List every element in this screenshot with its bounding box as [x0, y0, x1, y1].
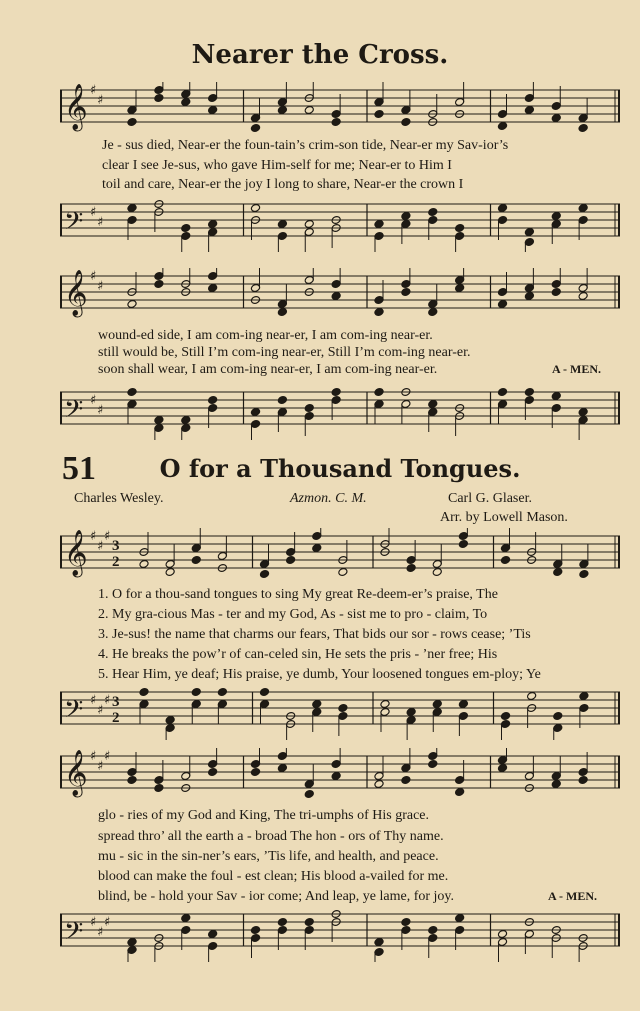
author-credit: Charles Wesley. [74, 491, 164, 506]
tune-credit: Azmon. C. M. [290, 491, 367, 506]
svg-text:♯: ♯ [104, 693, 111, 708]
svg-text:♯: ♯ [90, 749, 97, 764]
hymn1-system1-bass-staff [60, 196, 620, 252]
composer-credit: Carl G. Glaser. [448, 491, 532, 506]
svg-text:♯: ♯ [90, 529, 97, 544]
hymn1-title: Nearer the Cross. [191, 40, 449, 70]
hymn2-system1-treble-staff [60, 528, 620, 584]
arranger-credit: Arr. by Lowell Mason. [440, 510, 568, 525]
svg-text:2: 2 [112, 710, 120, 726]
hymn2-system2-lyric-verse1: glo - ries of my God and King, The tri-umphs of His grace. [98, 808, 430, 823]
svg-text:♯: ♯ [97, 539, 104, 554]
hymn2-system2-lyric-verse3: mu - sic in the sin-ner’s ears, ’Tis life, and health, and peace. [98, 849, 439, 864]
hymn2-system2-bass-staff [60, 906, 620, 962]
svg-text:♯: ♯ [104, 915, 111, 930]
hymn1-system2-treble-staff [60, 268, 620, 324]
hymn1-system1-lyric-verse3: toil and care, Near-er the joy I long to share, Near-er the crown I [102, 177, 464, 192]
svg-text:𝄞: 𝄞 [64, 750, 88, 796]
hymn1-system1-lyric-verse1: Je - sus died, Near-er the foun-tain’s crim-son tide, Near-er my Sav-ior’s [102, 138, 509, 153]
hymn1-system2-bass-staff [60, 384, 620, 440]
hymn2-system1-lyric-verse4: 4. He breaks the pow’r of can-celed sin, He sets the pris - ’ner free; His [98, 647, 498, 662]
hymn2-system2-lyric-verse5: blind, be - hold your Sav - ior come; And leap, ye lame, for joy. [98, 889, 455, 904]
svg-text:♯: ♯ [90, 915, 97, 930]
svg-text:♯: ♯ [97, 215, 104, 230]
svg-text:♯: ♯ [104, 529, 111, 544]
hymn2-system2-treble-staff [60, 748, 620, 804]
svg-text:♯: ♯ [97, 93, 104, 108]
svg-text:♯: ♯ [97, 279, 104, 294]
svg-text:𝄢: 𝄢 [64, 695, 84, 730]
svg-text:𝄢: 𝄢 [64, 395, 84, 430]
hymn1-system2-lyric-verse2: still would be, Still I’m com-ing near-er, Still I’m com-ing near-er. [98, 345, 471, 360]
svg-text:2: 2 [112, 554, 120, 570]
svg-text:♯: ♯ [97, 759, 104, 774]
hymn2-title: O for a Thousand Tongues. [159, 454, 521, 483]
hymn1-amen: A - MEN. [552, 362, 601, 376]
svg-text:♯: ♯ [90, 693, 97, 708]
svg-text:3: 3 [112, 694, 120, 710]
hymn1-system1-treble-staff [60, 82, 620, 138]
svg-text:𝄞: 𝄞 [64, 530, 88, 576]
svg-text:♯: ♯ [97, 703, 104, 718]
hymn2-system1-lyric-verse1: 1. O for a thou-sand tongues to sing My great Re-deem-er’s praise, The [98, 587, 498, 602]
svg-text:♯: ♯ [90, 83, 97, 98]
hymn2-system1-lyric-verse2: 2. My gra-cious Mas - ter and my God, As - sist me to pro - claim, To [98, 607, 488, 622]
hymn2-amen: A - MEN. [548, 889, 597, 903]
svg-text:𝄞: 𝄞 [64, 270, 88, 316]
hymn2-system2-lyric-verse2: spread thro’ all the earth a - broad The hon - ors of Thy name. [98, 829, 444, 844]
svg-text:𝄢: 𝄢 [64, 917, 84, 952]
svg-text:♯: ♯ [104, 749, 111, 764]
svg-text:♯: ♯ [97, 403, 104, 418]
hymn1-system1-lyric-verse2: clear I see Je-sus, who gave Him-self for me; Near-er to Him I [102, 158, 452, 173]
hymn1-system2-lyric-verse1: wound-ed side, I am com-ing near-er, I am com-ing near-er. [98, 328, 433, 343]
svg-text:♯: ♯ [90, 393, 97, 408]
hymn1-system2-lyric-verse3: soon shall wear, I am com-ing near-er, I am com-ing near-er. [98, 362, 438, 377]
hymn2-system1-lyric-verse3: 3. Je-sus! the name that charms our fears, That bids our sor - rows cease; ’Tis [98, 627, 531, 642]
svg-text:♯: ♯ [97, 925, 104, 940]
hymn2-system2-lyric-verse4: blood can make the foul - est clean; His blood a-vailed for me. [98, 869, 449, 884]
svg-text:♯: ♯ [90, 269, 97, 284]
hymn-number: 51 [62, 450, 96, 487]
svg-text:𝄞: 𝄞 [64, 84, 88, 130]
hymn2-system1-lyric-verse5: 5. Hear Him, ye deaf; His praise, ye dumb, Your loosened tongues em-ploy; Ye [98, 667, 541, 682]
svg-text:♯: ♯ [90, 205, 97, 220]
svg-text:3: 3 [112, 538, 120, 554]
svg-text:𝄢: 𝄢 [64, 207, 84, 242]
hymn2-system1-bass-staff [60, 684, 620, 740]
